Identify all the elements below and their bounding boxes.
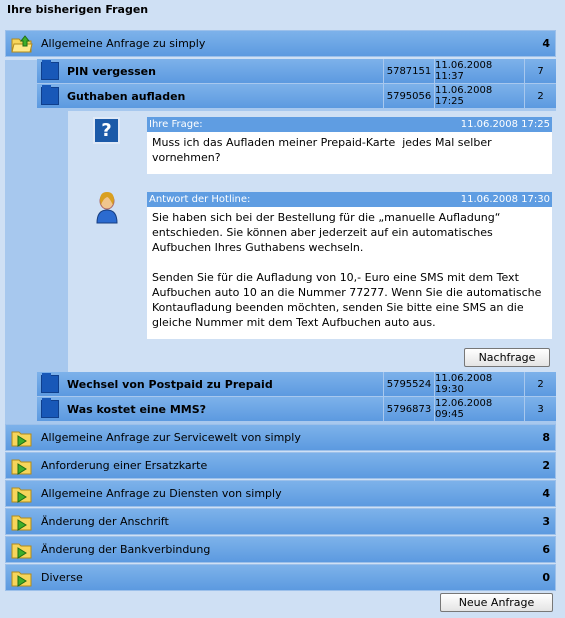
question-date: 11.06.2008 17:25 — [460, 119, 550, 130]
category-row-servicewelt[interactable] — [5, 424, 556, 451]
followup-button[interactable]: Nachfrage — [464, 348, 550, 367]
category-label: Änderung der Anschrift — [41, 515, 169, 528]
category-count: 4 — [542, 37, 550, 50]
question-date: 11.06.2008 17:25 — [434, 84, 524, 109]
category-row-bankverbindung[interactable] — [5, 536, 556, 563]
question-row-mms[interactable] — [37, 397, 556, 422]
question-date: 11.06.2008 11:37 — [434, 59, 524, 84]
category-label: Anforderung einer Ersatzkarte — [41, 459, 208, 472]
category-row-diverse[interactable] — [5, 564, 556, 591]
answer-text: Sie haben sich bei der Bestellung für die „manuelle Aufladung“ entschieden. Sie können aber jederzeit auf ein automatisches Aufbuchen Ihres Guthabens wechseln. Senden Sie für die Aufladung von 10,- Euro eine SMS mit dem Text Aufbuchen auto 10 an die Nummer 77277. Wenn Sie die automatische Kontaufladung beenden möchten, senden Sie bitte eine SMS an die gleiche Nummer mit dem Text Aufbuchen auto aus. — [152, 211, 542, 329]
question-id: 5795056 — [383, 84, 434, 109]
folder-arrow-icon — [11, 540, 33, 560]
folder-arrow-icon — [11, 456, 33, 476]
question-row-pin[interactable] — [37, 59, 556, 84]
folder-closed-icon — [41, 375, 59, 393]
question-count: 2 — [524, 372, 556, 397]
folder-arrow-icon — [11, 428, 33, 448]
question-title: Wechsel von Postpaid zu Prepaid — [67, 377, 273, 391]
category-row-dienste[interactable] — [5, 480, 556, 507]
question-bubble — [147, 117, 552, 174]
hotline-agent-icon — [95, 191, 119, 227]
question-count: 7 — [524, 59, 556, 84]
answer-label: Antwort der Hotline: — [149, 194, 251, 205]
question-id: 5787151 — [383, 59, 434, 84]
category-count: 6 — [542, 543, 550, 556]
category-label: Allgemeine Anfrage zu simply — [41, 37, 206, 50]
question-date: 12.06.2008 09:45 — [434, 397, 524, 422]
folder-arrow-icon — [11, 568, 33, 588]
question-text: Muss ich das Aufladen meiner Prepaid-Karte jedes Mal selber vornehmen? — [152, 136, 496, 164]
category-count: 8 — [542, 431, 550, 444]
question-row-postpaid[interactable] — [37, 372, 556, 397]
question-title: Was kostet eine MMS? — [67, 402, 207, 416]
category-count: 0 — [542, 571, 550, 584]
category-label: Änderung der Bankverbindung — [41, 543, 211, 556]
category-count: 4 — [542, 487, 550, 500]
category-label: Allgemeine Anfrage zu Diensten von simply — [41, 487, 282, 500]
category-label: Allgemeine Anfrage zur Servicewelt von simply — [41, 431, 301, 444]
answer-bubble — [147, 192, 552, 339]
folder-open-up-arrow-icon — [11, 34, 33, 54]
question-label: Ihre Frage: — [149, 119, 203, 130]
folder-closed-icon — [41, 62, 59, 80]
folder-arrow-icon — [11, 484, 33, 504]
category-row-general-simply[interactable] — [5, 30, 556, 57]
category-label: Diverse — [41, 571, 83, 584]
page-title: Ihre bisherigen Fragen — [7, 3, 149, 16]
question-mark-icon: ? — [93, 117, 120, 144]
answer-date: 11.06.2008 17:30 — [460, 194, 550, 205]
question-title: PIN vergessen — [67, 64, 156, 78]
folder-arrow-icon — [11, 512, 33, 532]
folder-closed-icon — [41, 400, 59, 418]
category-row-anschrift[interactable] — [5, 508, 556, 535]
question-count: 3 — [524, 397, 556, 422]
question-date: 11.06.2008 19:30 — [434, 372, 524, 397]
question-title: Guthaben aufladen — [67, 89, 186, 103]
new-request-button[interactable]: Neue Anfrage — [440, 593, 553, 612]
folder-open-icon — [41, 87, 59, 105]
category-count: 3 — [542, 515, 550, 528]
category-count: 2 — [542, 459, 550, 472]
question-count: 2 — [524, 84, 556, 109]
question-id: 5795524 — [383, 372, 434, 397]
question-row-guthaben[interactable] — [37, 84, 556, 109]
question-id: 5796873 — [383, 397, 434, 422]
category-row-ersatzkarte[interactable] — [5, 452, 556, 479]
